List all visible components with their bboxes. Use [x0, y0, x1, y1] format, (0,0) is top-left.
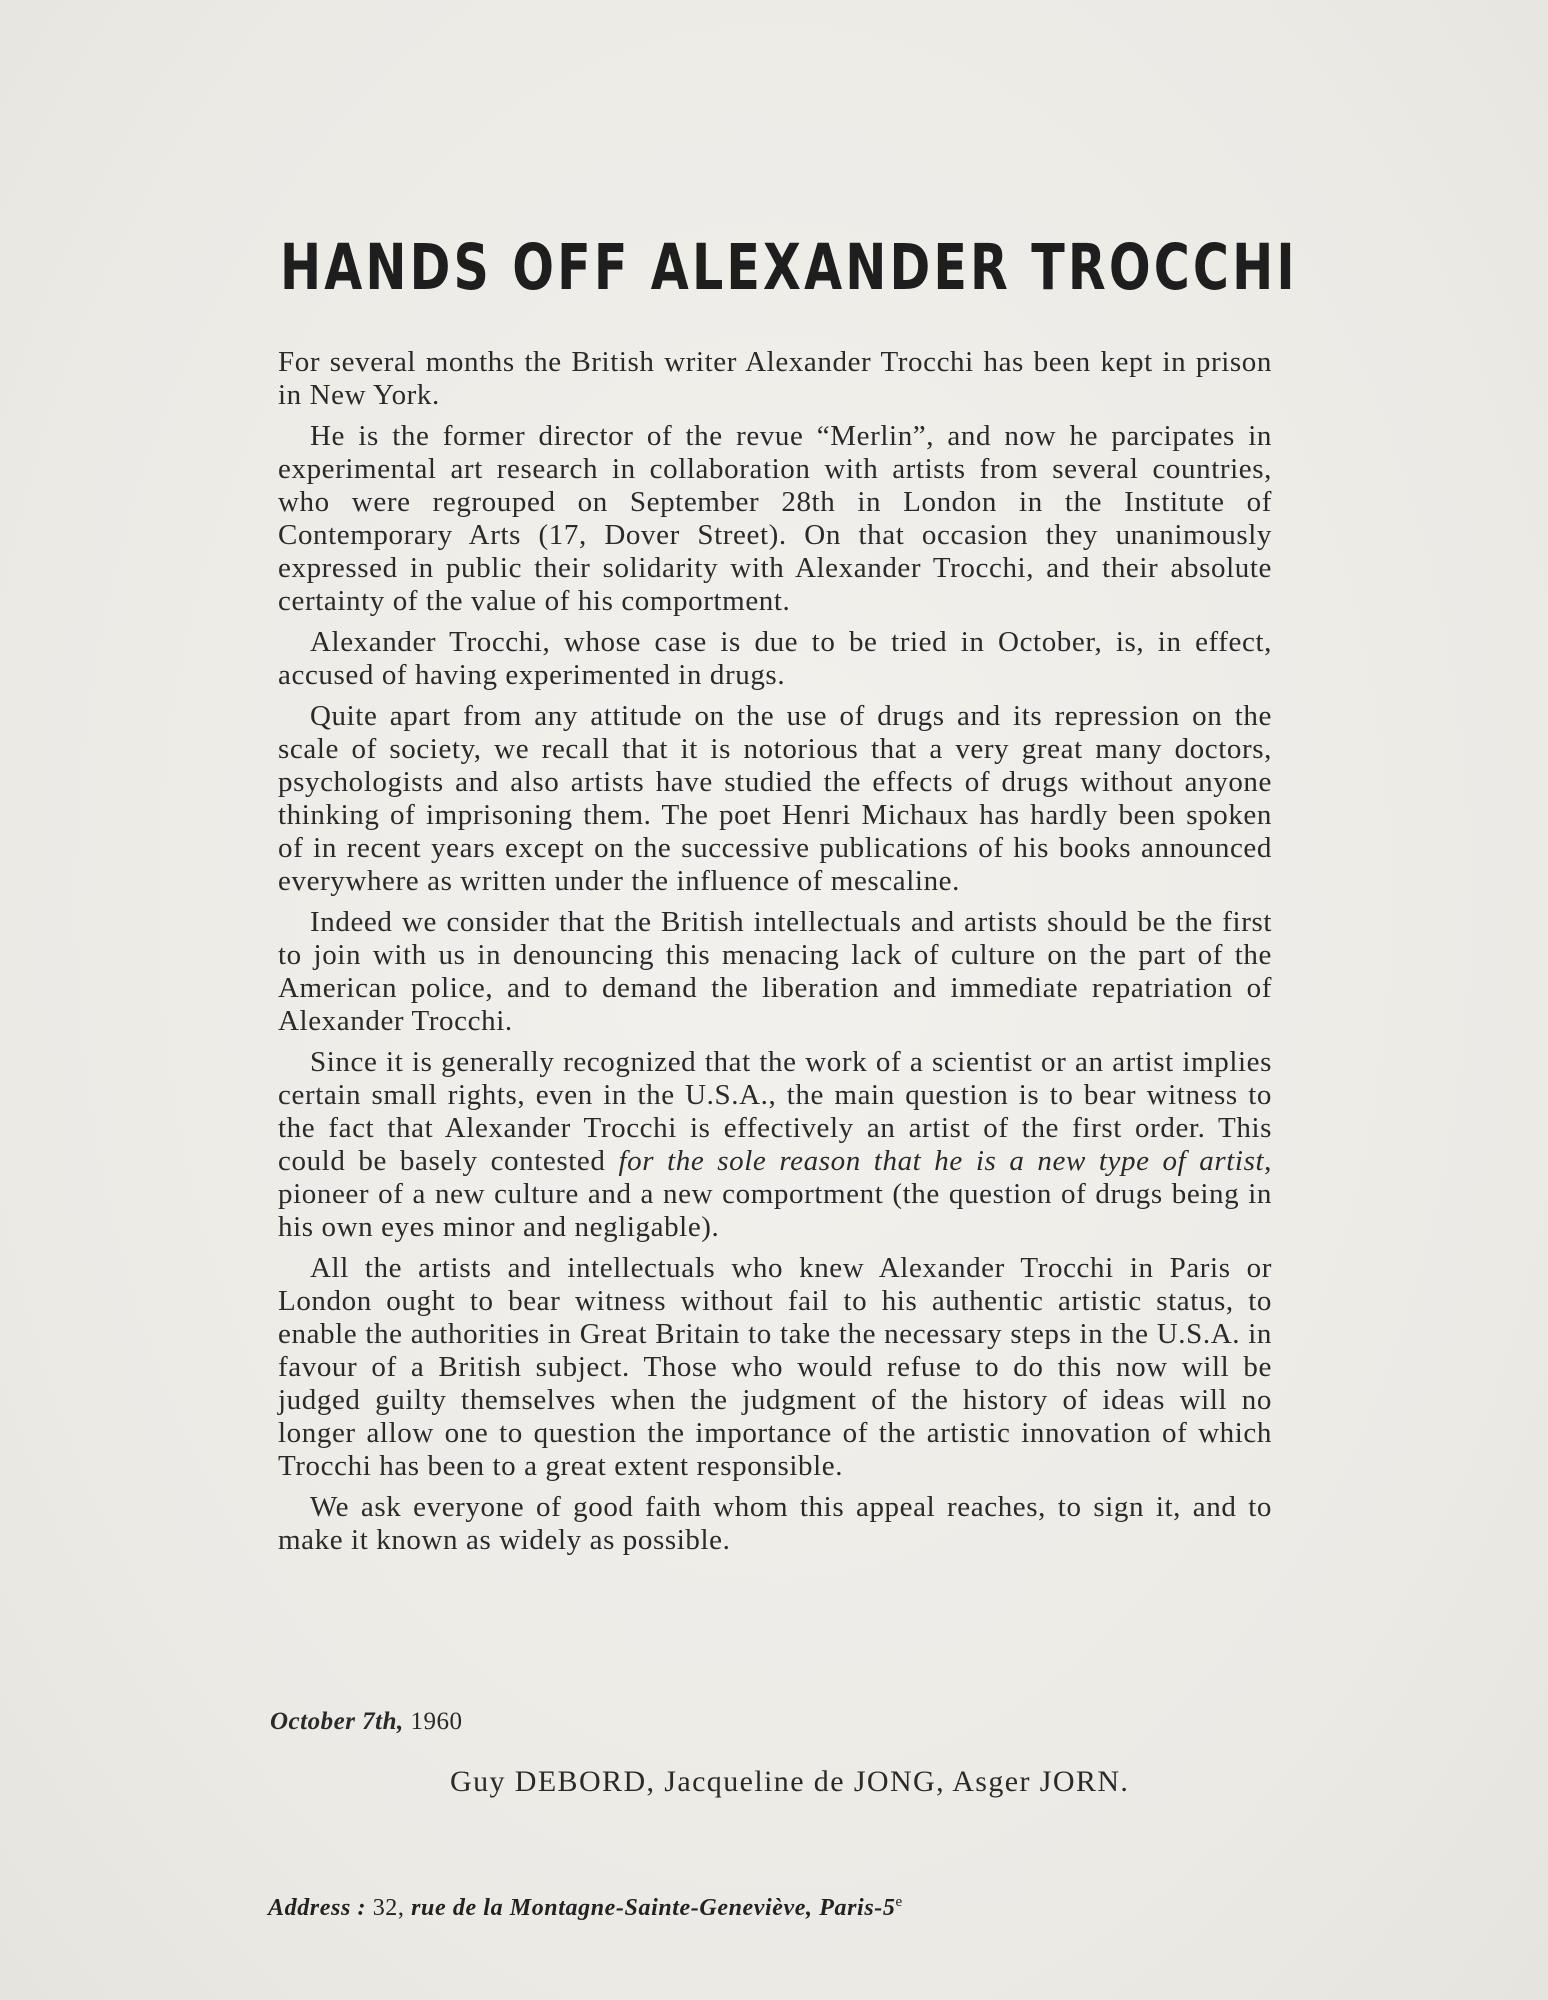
signatories: Guy DEBORD, Jacqueline de JONG, Asger JORN.	[450, 1765, 1130, 1798]
paragraph-2: He is the former director of the revue “Merlin”, and now he parcipates in experimental art research in collaboration with artists from several countries, who were regrouped on September 28th in London in the Institute of Contemporary Arts (17, Dover Street). On that occasion they unanimously expressed in public their solidarity with Alexander Trocchi, and their absolute certainty of the value of his comportment.	[278, 420, 1272, 617]
address-label: Address :	[268, 1895, 367, 1921]
paragraph-4: Quite apart from any attitude on the use of drugs and its repression on the scale of society, we recall that it is notorious that a very great many doctors, psychologists and also artists have studied the effects of drugs without anyone thinking of imprisoning them. The poet Henri Michaux has hardly been spoken of in recent years except on the successive publications of his books announced everywhere as written under the influence of mescaline.	[278, 700, 1272, 897]
paragraph-8: We ask everyone of good faith whom this appeal reaches, to sign it, and to make it known as widely as possible.	[278, 1491, 1272, 1556]
paragraph-6-start: Since it is generally recognized that the work of a scientist or an artist implies certain small rights, even in the U.S.A., the main question is to bear witness to the fact that Alexander Trocchi is effectively an artist of the first order. This could be basely contested	[278, 1046, 1272, 1177]
date-day: October 7th,	[270, 1708, 404, 1735]
paragraph-7: All the artists and intellectuals who knew Alexander Trocchi in Paris or London ought to bear witness without fail to his authentic artistic status, to enable the authorities in Great Britain to take the necessary steps in the U.S.A. in favour of a British subject. Those who would refuse to do this now will be judged guilty themselves when the judgment of the history of ideas will no longer allow one to question the importance of the artistic innovation of which Trocchi has been to a great extent responsible.	[278, 1252, 1272, 1482]
document-body	[278, 346, 1272, 1565]
address-line	[268, 1887, 903, 1923]
date-year: 1960	[410, 1708, 463, 1735]
paragraph-3: Alexander Trocchi, whose case is due to be tried in October, is, in effect, accused of having experimented in drugs.	[278, 626, 1272, 691]
document-title: HANDS OFF ALEXANDER TROCCHI	[280, 231, 1298, 304]
paragraph-6-end: , pioneer of a new culture and a new comportment (the question of drugs being in his own eyes minor and negligable).	[278, 1145, 1272, 1243]
paragraph-5: Indeed we consider that the British intellectuals and artists should be the first to join with us in denouncing this menacing lack of culture on the part of the American police, and to demand the liberation and immediate repatriation of Alexander Trocchi.	[278, 906, 1272, 1037]
address-street: rue de la Montagne-Sainte-Geneviève, Paris-5	[411, 1895, 896, 1921]
address-number: 32,	[372, 1895, 405, 1921]
paragraph-6-italic: for the sole reason that he is a new type of artist	[618, 1145, 1265, 1177]
document-date	[270, 1707, 463, 1737]
paragraph-6	[278, 1046, 1272, 1244]
address-superscript: e	[895, 1894, 903, 1910]
paragraph-1: For several months the British writer Alexander Trocchi has been kept in prison in New York.	[278, 346, 1272, 411]
